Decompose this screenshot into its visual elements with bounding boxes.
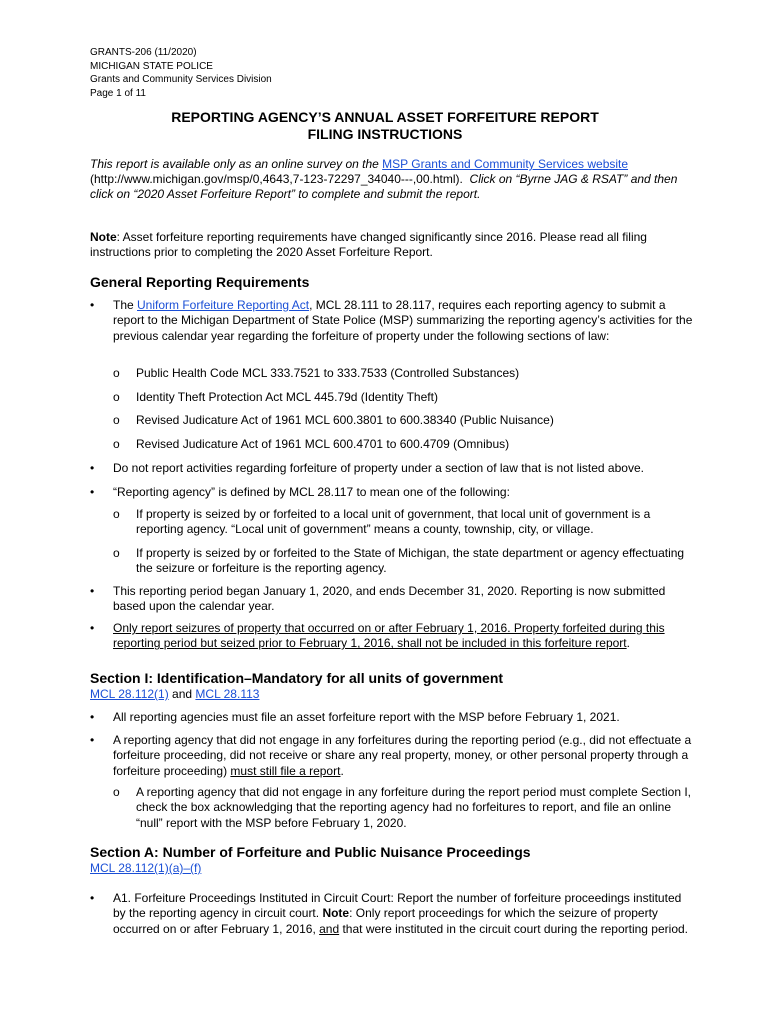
mcl-28-113-link[interactable]: MCL 28.113 <box>195 687 260 701</box>
section-a-heading: Section A: Number of Forfeiture and Public Nuisance Proceedings <box>90 844 531 860</box>
general-bullet-5 <box>113 621 693 652</box>
note-paragraph <box>90 230 690 260</box>
bullet-icon: • <box>90 298 95 312</box>
section-i-heading: Section I: Identification–Mandatory for all units of government <box>90 670 504 686</box>
law-item: Revised Judicature Act of 1961 MCL 600.3801 to 600.38340 (Public Nuisance) <box>136 413 554 427</box>
general-bullet-3: “Reporting agency” is defined by MCL 28.117 to mean one of the following: <box>113 485 510 499</box>
s1b2-underlined: must still file a report <box>230 763 341 778</box>
bullet-icon: • <box>90 485 95 499</box>
b5-end: . <box>626 636 630 651</box>
sub-bullet-icon: o <box>113 785 120 799</box>
section-a-item-a1 <box>113 891 693 937</box>
agency-name: MICHIGAN STATE POLICE <box>90 60 213 72</box>
section-i-bullet-1: All reporting agencies must file an asset forfeiture report with the MSP before February 1, 2021. <box>113 710 620 724</box>
title-line-1: REPORTING AGENCY’S ANNUAL ASSET FORFEITURE REPORT <box>171 109 599 125</box>
b1-pre: The <box>113 298 138 312</box>
a1-note-label: Note <box>322 906 350 921</box>
law-item: Revised Judicature Act of 1961 MCL 600.4701 to 600.4709 (Omnibus) <box>136 437 510 451</box>
form-header <box>90 46 272 100</box>
bullet-icon: • <box>90 461 95 475</box>
bullet-icon: • <box>90 710 95 724</box>
sub-bullet-icon: o <box>113 413 120 427</box>
general-bullet-2: Do not report activities regarding forfeiture of property under a section of law that is not listed above. <box>113 461 644 475</box>
bullet-icon: • <box>90 891 95 905</box>
definition-item: If property is seized by or forfeited to a local unit of government, that local unit of government is a reporting agency. “Local unit of government” means a county, township, city, or village. <box>136 507 651 537</box>
a1-and: and <box>319 921 340 936</box>
mcl-28-112-1-link[interactable]: MCL 28.112(1) <box>90 687 169 701</box>
note-label: Note <box>90 230 117 244</box>
intro-url: (http://www.michigan.gov/msp/0,4643,7-123-72297_34040---,00.html). <box>90 172 463 186</box>
refs-and: and <box>168 687 196 701</box>
law-item: Public Health Code MCL 333.7521 to 333.7533 (Controlled Substances) <box>136 366 520 380</box>
b5-underlined: Only report seizures of property that occurred on or after February 1, 2016. Property forfeited during this reporting period but seized prior to February 1, 2016, shall not be included in this forfeiture report <box>113 621 665 651</box>
mcl-28-112-1-a-f-link[interactable]: MCL 28.112(1)(a)–(f) <box>90 861 202 875</box>
bullet-icon: • <box>90 733 95 747</box>
section-i-refs <box>90 687 259 702</box>
general-heading: General Reporting Requirements <box>90 274 310 290</box>
intro-text: This report is available only as an online survey on the <box>90 157 383 171</box>
form-id: GRANTS-206 (11/2020) <box>90 47 197 58</box>
s1b2-end: . <box>340 763 344 778</box>
msp-website-link[interactable]: MSP Grants and Community Services website <box>382 157 629 171</box>
sub-bullet-icon: o <box>113 366 120 380</box>
page-number: Page 1 of 11 <box>90 87 146 99</box>
section-i-sub-1: A reporting agency that did not engage in any forfeiture during the report period must complete Section I, check the box acknowledging that the reporting agency had no forfeitures to report, and file an online “null” report with the MSP before February 1, 2020. <box>136 785 692 830</box>
sub-bullet-icon: o <box>113 546 120 560</box>
sub-bullet-icon: o <box>113 390 120 404</box>
a1-end: that were instituted in the circuit court during the reporting period. <box>339 921 688 936</box>
bullet-icon: • <box>90 621 95 635</box>
sub-bullet-icon: o <box>113 507 120 521</box>
general-bullet-4: This reporting period began January 1, 2020, and ends December 31, 2020. Reporting is now submitted based upon the calendar year. <box>113 584 666 614</box>
ufra-link[interactable]: Uniform Forfeiture Reporting Act <box>137 298 310 312</box>
definition-item: If property is seized by or forfeited to the State of Michigan, the state department or agency effectuating the seizure or forfeiture is the reporting agency. <box>136 546 685 576</box>
sub-bullet-icon: o <box>113 437 120 451</box>
section-i-bullet-2 <box>113 733 693 779</box>
title-line-2: FILING INSTRUCTIONS <box>307 126 463 142</box>
division-name: Grants and Community Services Division <box>90 74 272 85</box>
section-a-ref-wrap <box>90 861 201 876</box>
b1-post: , MCL 28.111 to 28.117, requires each reporting agency to submit a report to the Michigan Department of State Police (MSP) summarizing the reporting agency’s activities for the previous calendar year regarding the forfeiture of property under the following sections of law: <box>113 298 693 343</box>
bullet-icon: • <box>90 584 95 598</box>
general-bullet-1 <box>113 298 693 344</box>
a1-mid: : Only report proceedings for which the seizure of property occurred on or after February 1, 2016, <box>113 906 658 936</box>
note-text: : Asset forfeiture reporting requirements have changed significantly since 2016. Please read all filing instructions prior to completing the 2020 Asset Forfeiture Report. <box>90 230 647 259</box>
document-title <box>0 109 770 143</box>
law-item: Identity Theft Protection Act MCL 445.79d (Identity Theft) <box>136 390 438 404</box>
s1b2-pre: A reporting agency that did not engage in any forfeitures during the reporting period (e.g., did not effectuate a forfeiture proceeding, did not receive or share any real property, money, or other personal property through a forfeiture proceeding) <box>113 733 692 778</box>
a1-pre: A1. Forfeiture Proceedings Instituted in Circuit Court: Report the number of forfeiture proceedings instituted by the reporting agency in circuit court. <box>113 891 682 921</box>
intro-instruction: Click on “Byrne JAG & RSAT” and then click on “2020 Asset Forfeiture Report” to complete and submit the report. <box>90 172 678 201</box>
intro-paragraph <box>90 157 690 202</box>
